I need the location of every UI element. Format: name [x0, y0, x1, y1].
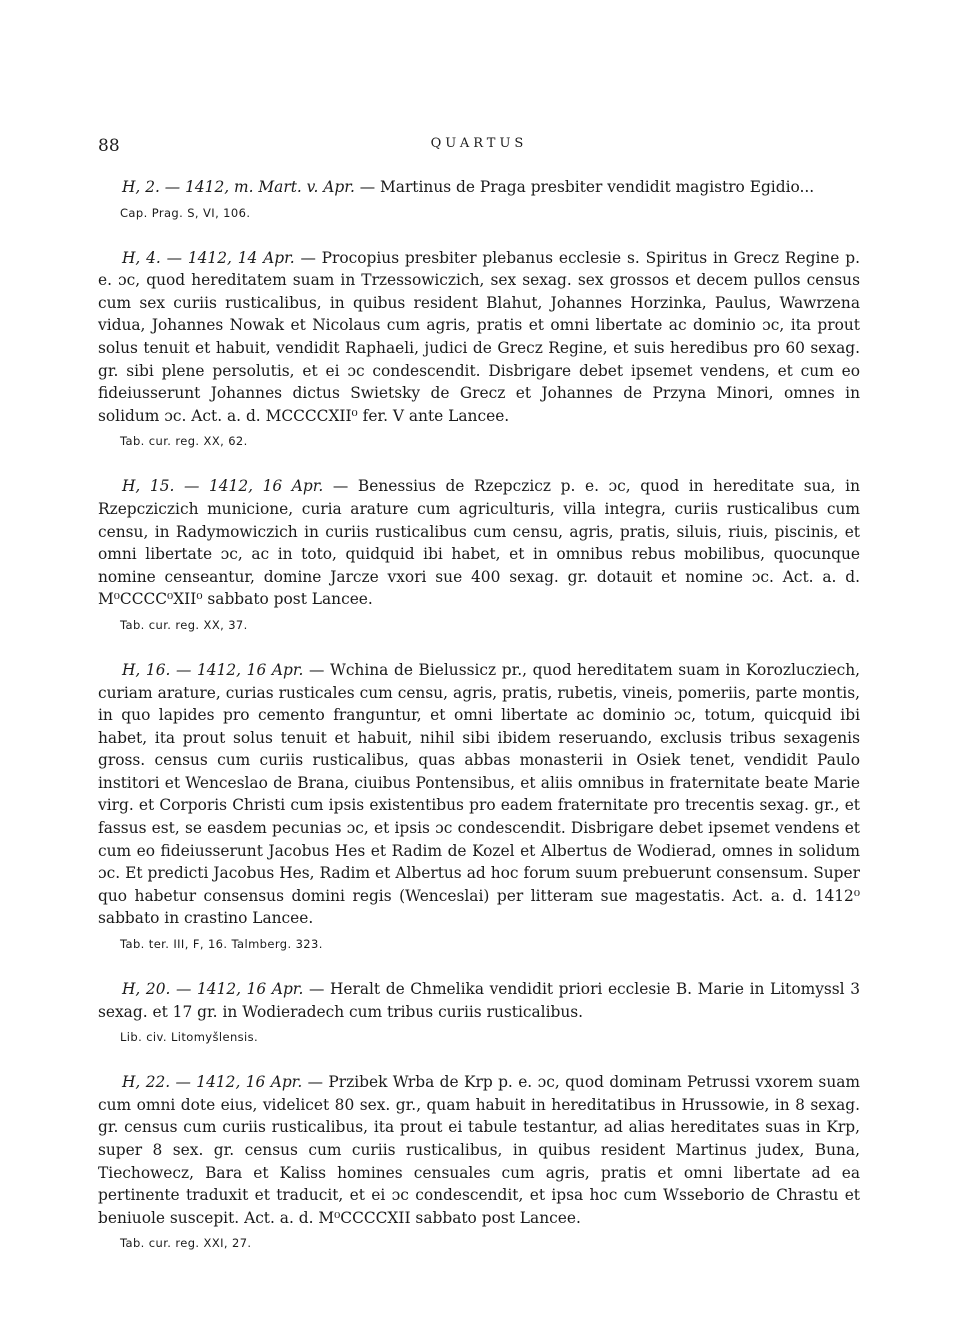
entry-signature: H, 22. — 1412, 16 Apr. — [122, 1073, 303, 1092]
entry — [98, 247, 860, 450]
entry — [98, 659, 860, 952]
entry-source: Tab. cur. reg. XXI, 27. — [120, 1236, 252, 1251]
entry — [98, 176, 860, 221]
entry-text — [98, 1071, 860, 1229]
entry-signature: H, 20. — 1412, 16 Apr. — [122, 980, 304, 999]
entry-body: — Przibek Wrba de Krp p. e. ɔc, quod dominam Petrussi vxorem suam cum omni dote eius, videlicet 80 sex. gr., quam habuit in hereditatibus in Hrussowie, in 8 sexag. gr. census cum curiis rusticalibus, ita prout ei tabule testantur, ad alias hereditates suas in Krp, super 8 sex. gr. census cum curiis rusticalibus, in quibus resident Martinus judex, Buna, Tiechowecz, Bara et Kaliss homines censuales cum agris, pratis et omni libertate ad ea pertinente traduxit et traducit, et ei ɔc condescendit, et ipsa hoc cum Wsseborio de Chrastu et beniuole suscepit. Act. a. d. M⁰CCCCXII sabbato post Lancee. — [98, 1073, 861, 1227]
entry-source: Cap. Prag. S, VI, 106. — [120, 205, 251, 220]
running-head — [98, 136, 860, 160]
entries-list — [98, 176, 860, 1277]
entry-body: — Procopius presbiter plebanus ecclesie s. Spiritus in Grecz Regine p. e. ɔc, quod hereditatem suam in Trzessowiczich, sex sexag. sex grossos et decem pullos census cum sex curiis rusticalibus, in quibus resident Blahut, Johannes Horzinka, Paulus, Wawrzena vidua, Johannes Nowak et Nicolaus cum agris, pratis et omni libertate ac dominio ɔc, ita prout solus tenuit et habuit, vendidit Raphaeli, judici de Grecz Regine, et suis heredibus pro 60 sexag. gr. sibi plene persolutis, et ei ɔc condescendit. Disbrigare debet ipsemet vendens, et cum eo fideiusserunt Johannes dictus Swietsky de Grecz et Johannes de Przyna Minori, omnes in solidum ɔc. Act. a. d. MCCCCXII⁰ fer. V ante Lancee. — [98, 248, 860, 425]
entry — [98, 1071, 860, 1251]
entry-text — [98, 176, 860, 199]
entry-source: Tab. cur. reg. XX, 62. — [120, 434, 248, 449]
page-number: 88 — [98, 136, 120, 156]
entry-signature: H, 2. — 1412, m. Mart. v. Apr. — [122, 178, 355, 196]
entry — [98, 978, 860, 1045]
entry-text — [98, 247, 860, 428]
entry-signature: H, 4. — 1412, 14 Apr. — [122, 248, 295, 267]
entry-body: — Heralt de Chmelika vendidit priori ecclesie B. Marie in Litomyssl 3 sexag. et 17 gr. in Wodieradech cum tribus curiis rusticalibus. — [98, 980, 861, 1021]
entry-text — [98, 978, 860, 1023]
entry-text — [98, 659, 860, 930]
entry-source: Lib. civ. Litomyšlensis. — [120, 1030, 259, 1045]
entry-text — [98, 475, 860, 611]
entry-body: — Wchina de Bielussicz pr., quod hereditatem suam in Korozlucziech, curiam arature, curias rusticales cum censu, agris, pratis, rubetis, vineis, pomeriis, parte montis, in quo lapides pro cemento franguntur, et omni libertate ac dominio ɔc, totum, quicquid ibi habet, ita prout solus tenuit et habuit, nihil sibi ibidem reseruando, exclusis tribus sexagenis gross. census cum curiis rusticalibus, quas abbas monasterii in Osiek tenet, vendidit Paulo institori et Wenceslao de Brana, ciuibus Pontensibus, et aliis omnibus in fraternitate beate Marie virg. et Corporis Christi cum ipsis existentibus pro eadem fraternitate pro trecentis sexag. gr., et fassus est, se easdem pecunias ɔc, et ipsis ɔc condescendit. Disbrigare debet ipsemet vendens et cum eo fideiusserunt Jacobus Hes et Radim de Kozel et Albertus de Wodierad, omnes in solidum ɔc. Et predicti Jacobus Hes, Radim et Albertus ad hoc forum suum prebuerunt consensum. Super quo habetur consensus domini regis (Wenceslai) per litteram sue magestatis. Act. a. d. 1412⁰ sabbato in crastino Lancee. — [98, 660, 860, 928]
running-title: QUARTUS — [430, 136, 528, 151]
entry-source: Tab. cur. reg. XX, 37. — [120, 617, 248, 632]
entry-signature: H, 15. — 1412, 16 Apr. — [122, 477, 324, 496]
entry-body: — Benessius de Rzepczicz p. e. ɔc, quod in hereditate sua, in Rzepcziczich municione, curia arature cum agriculturis, villa integra, curiis rusticalibus cum censu, in Radymowiczich in curiis rusticalibus cum censu, agris, pratis, siluis, riuis, piscinis, et omni libertate ɔc, ac in toto, quidquid ibi habet, et in omnibus rebus mobilibus, quocunque nomine censeantur, domine Jarcze vxori sue 400 sexag. gr. dotauit et nomine ɔc. Act. a. d. M⁰CCCC⁰XII⁰ sabbato post Lancee. — [98, 477, 860, 609]
entry — [98, 475, 860, 633]
entry-source: Tab. ter. III, F, 16. Talmberg. 323. — [120, 937, 323, 952]
entry-signature: H, 16. — 1412, 16 Apr. — [122, 660, 304, 679]
entry-body: — Martinus de Praga presbiter vendidit magistro Egidio... — [354, 178, 815, 196]
